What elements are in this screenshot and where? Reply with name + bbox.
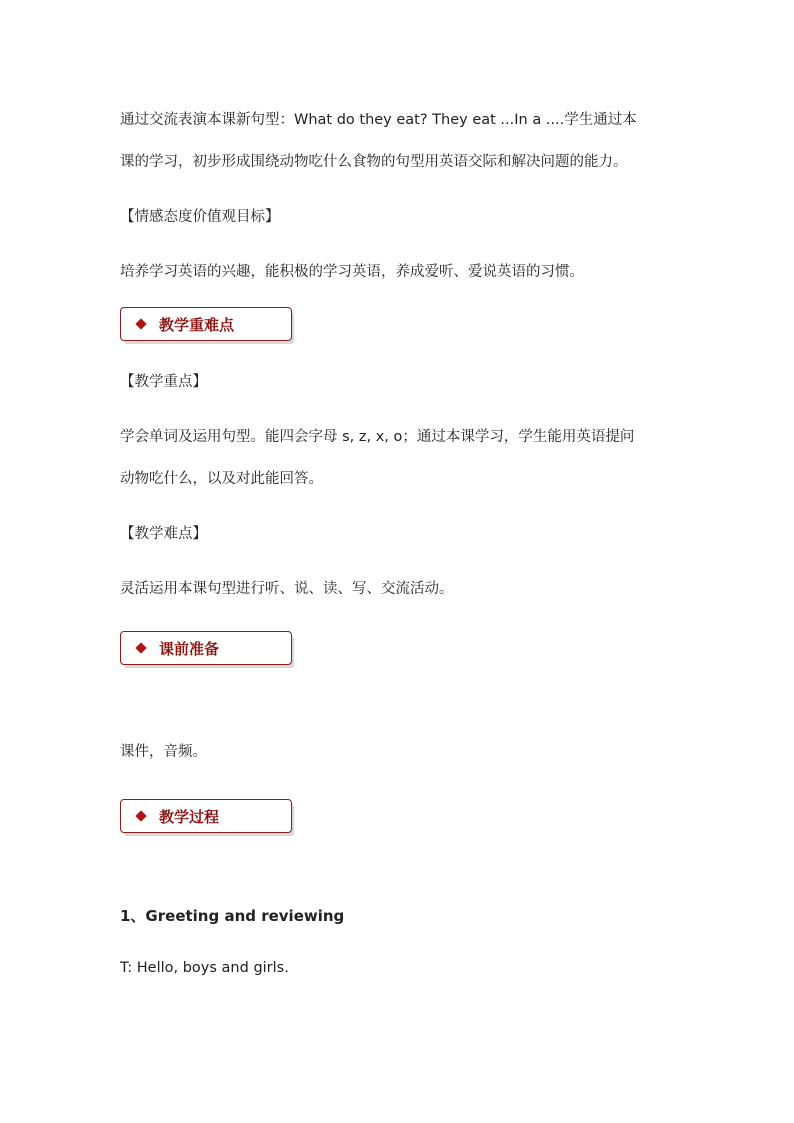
- paragraph-line: T: Hello, boys and girls.: [120, 960, 289, 976]
- heading-preparation: [120, 631, 292, 665]
- heading-process: [120, 799, 292, 833]
- heading-label: 课前准备: [159, 639, 220, 658]
- paragraph-affective: 培养学习英语的兴趣，能积极的学习英语，养成爱听、爱说英语的习惯。: [120, 264, 584, 280]
- paragraph-line: 动物吃什么，以及对此能回答。: [120, 471, 323, 487]
- heading-key-difficult: [120, 307, 292, 341]
- paragraph-line: 课的学习，初步形成围绕动物吃什么食物的句型用英语交际和解决问题的能力。: [120, 154, 628, 170]
- paragraph-difficulty: 灵活运用本课句型进行听、说、读、写、交流活动。: [120, 581, 454, 597]
- section-label-affective: 【情感态度价值观目标】: [120, 209, 280, 225]
- step-title: 1、Greeting and reviewing: [120, 907, 345, 925]
- paragraph-preparation: 课件，音频。: [120, 744, 207, 760]
- heading-label: 教学重难点: [159, 315, 235, 334]
- section-label-difficulty: 【教学难点】: [120, 526, 207, 542]
- heading-label: 教学过程: [159, 807, 220, 826]
- section-label-key: 【教学重点】: [120, 374, 207, 390]
- diamond-icon: [135, 318, 146, 329]
- diamond-icon: [135, 642, 146, 653]
- diamond-icon: [135, 810, 146, 821]
- paragraph-line: 通过交流表演本课新句型：What do they eat? They eat ...In a ....学生通过本: [120, 112, 637, 128]
- paragraph-line: 学会单词及运用句型。能四会字母 s, z, x, o；通过本课学习，学生能用英语提问: [120, 429, 635, 445]
